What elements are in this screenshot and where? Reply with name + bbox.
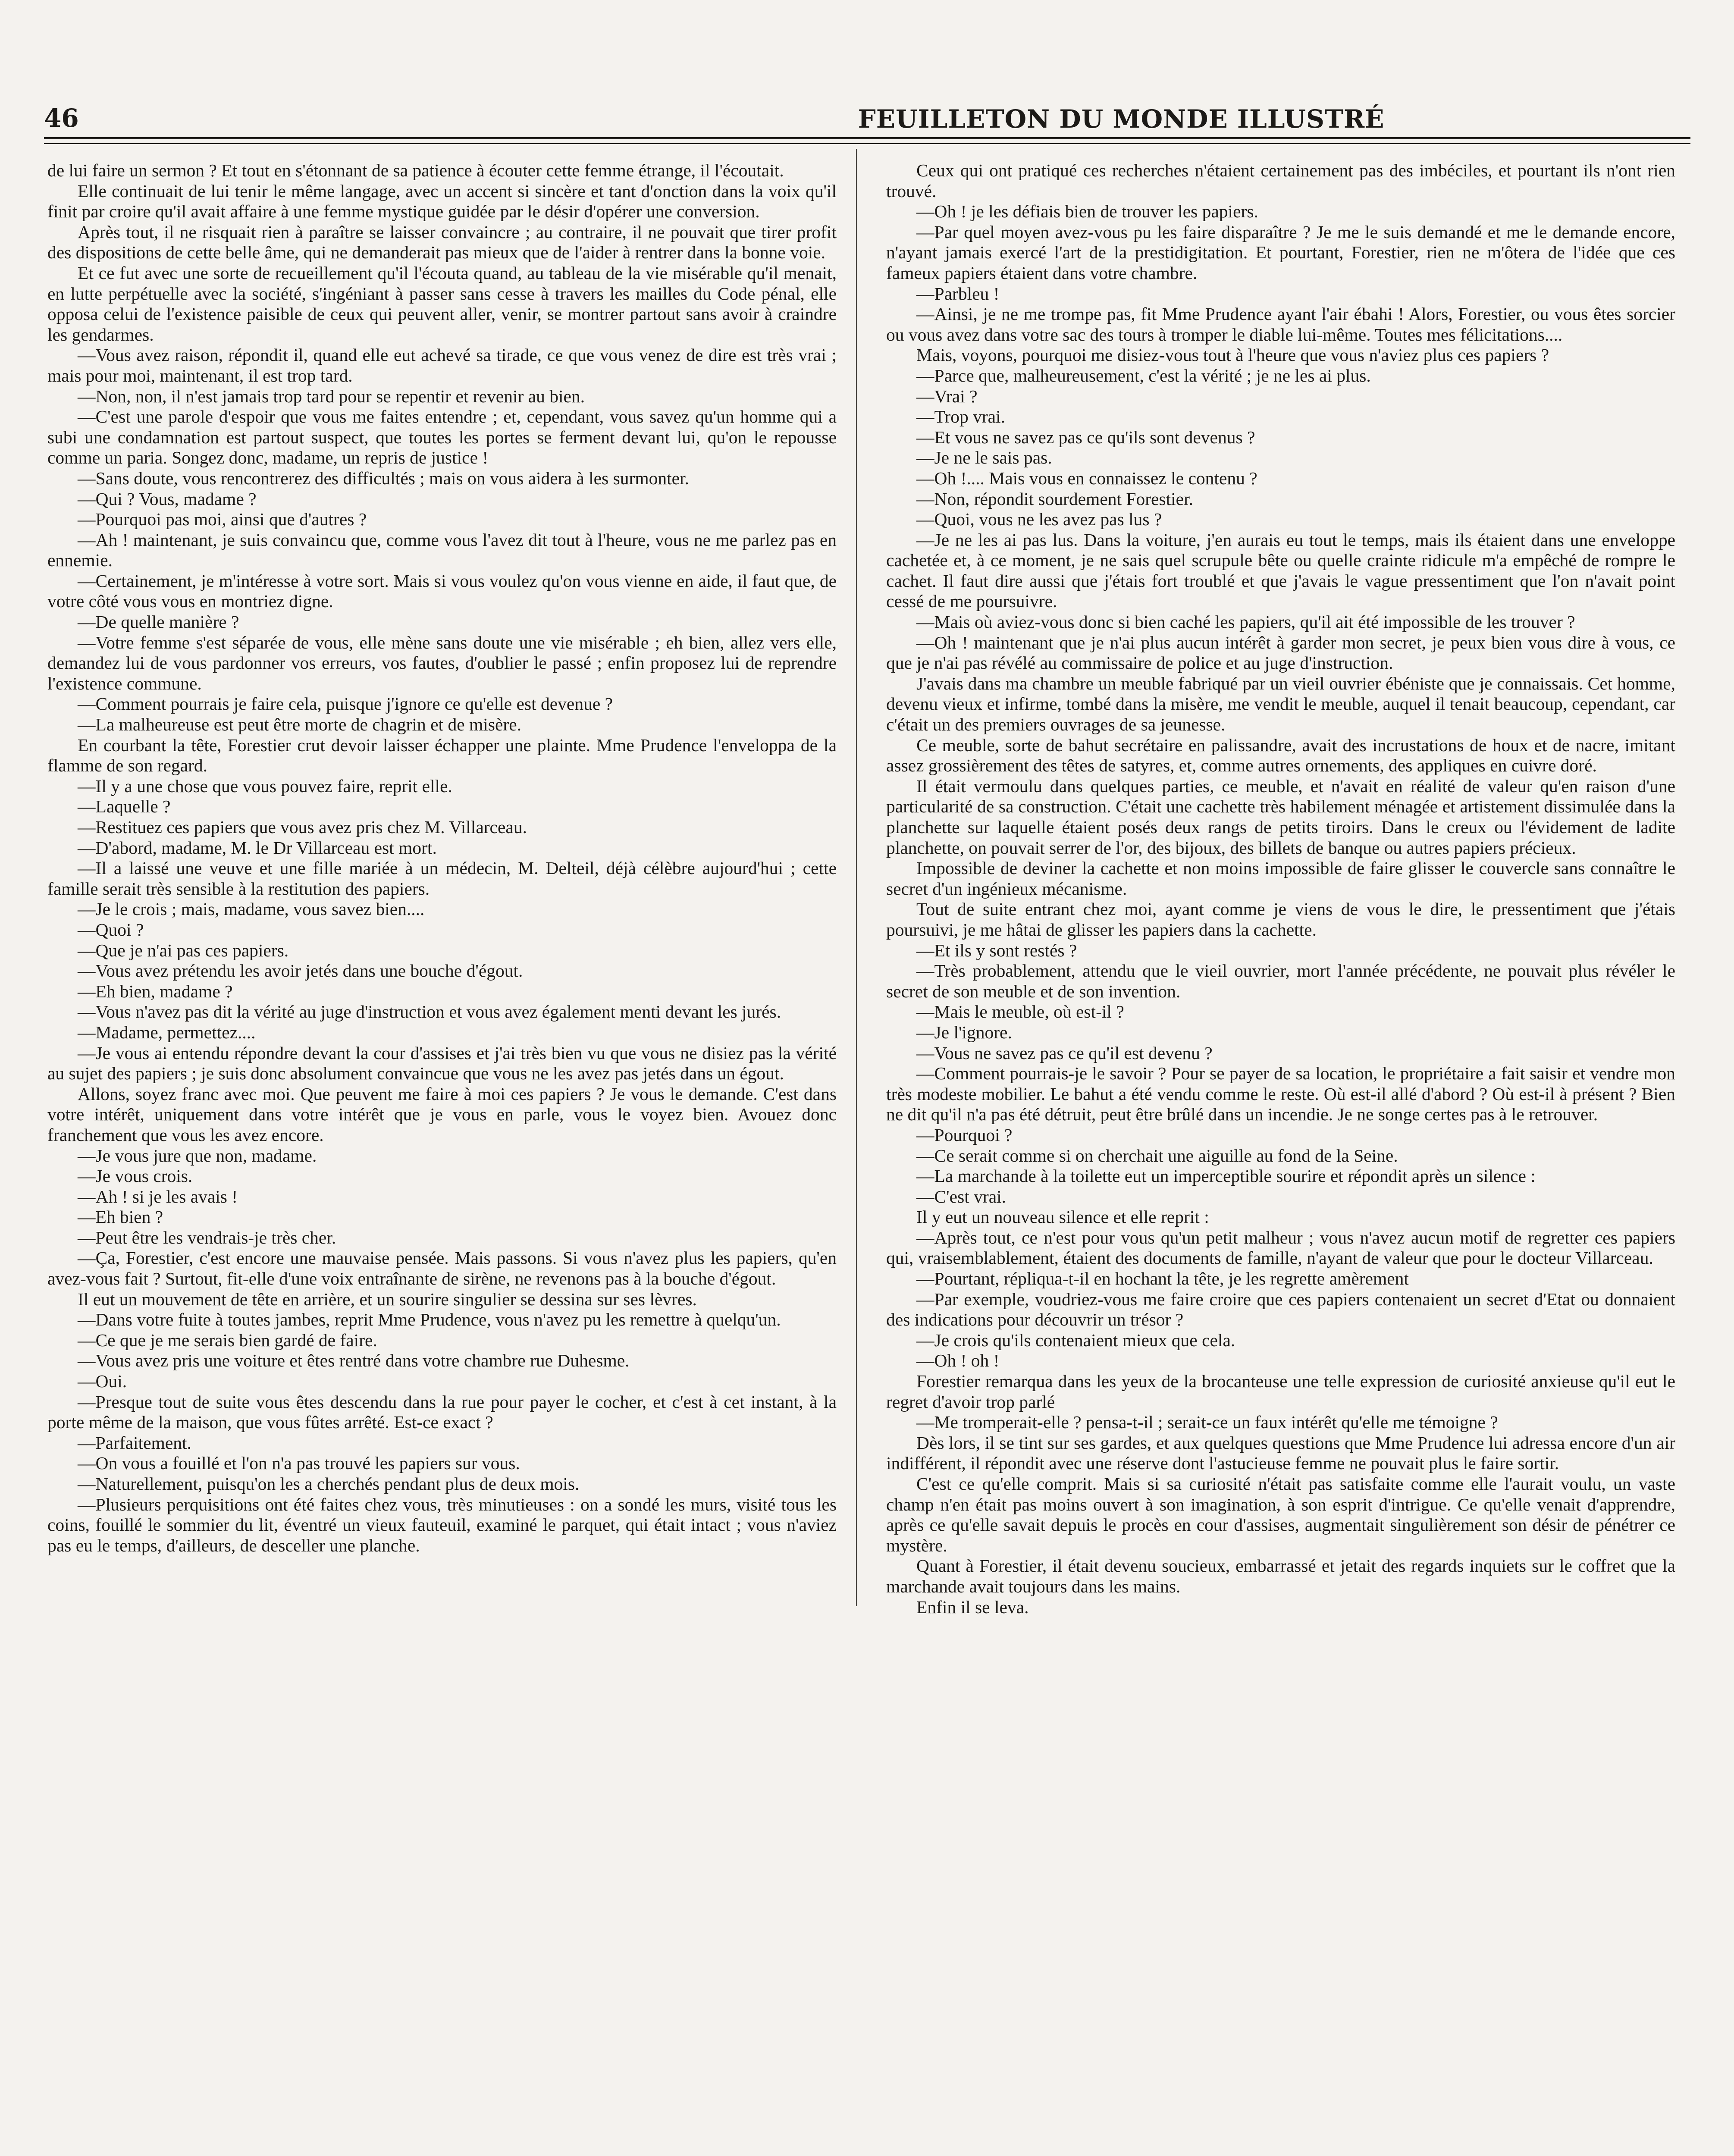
paragraph: —De quelle manière ? [78,612,239,632]
paragraph: —Ce serait comme si on cherchait une aiguille au fond de la Seine. [916,1145,1398,1166]
paragraph: —Plusieurs perquisitions ont été faites chez vous, très minutieuses : on a sondé les murs, visité tous les coins, fouillé le sommier du lit, éventré un vieux fauteuil, examiné le parquet, qui était intact ; vous n'aviez pas eu le temps, d'ailleurs, de desceller une planche. [47,1494,837,1555]
paragraph: —Oh ! maintenant que je n'ai plus aucun intérêt à garder mon secret, je peux bien vous dire à vous, ce que je n'ai pas révélé au commissaire de police et au juge d'instruction. [886,632,1675,673]
paragraph: —Je vous crois. [78,1166,193,1186]
paragraph: —Il a laissé une veuve et une fille mariée à un médecin, M. Delteil, déjà célèbre aujourd'hui ; cette famille serait très sensible à la restitution des papiers. [47,858,837,899]
header-rule-thin [44,143,1690,144]
paragraph: de lui faire un sermon ? Et tout en s'étonnant de sa patience à écouter cette femme étrange, il l'écoutait. [47,160,784,180]
paragraph: —Je ne les ai pas lus. Dans la voiture, j'en aurais eu tout le temps, mais ils étaient dans une enveloppe cachetée et, à ce moment, je ne sais quel scrupule bête ou quelle crainte ridicule m'a empêché de rompre le cachet. Il faut dire aussi que j'étais fort troublé et que j'avais le vague pressentiment que l'on n'avait point cessé de me poursuivre. [886,530,1675,611]
paragraph: Tout de suite entrant chez moi, ayant comme je viens de vous le dire, le pressentiment que j'étais poursuivi, je me hâtai de glisser les papiers dans la cachette. [886,899,1675,940]
paragraph: Mais, voyons, pourquoi me disiez-vous tout à l'heure que vous n'aviez plus ces papiers ? [916,345,1549,365]
paragraph: —Me tromperait-elle ? pensa-t-il ; serait-ce un faux intérêt qu'elle me témoigne ? [916,1412,1498,1432]
paragraph: Ce meuble, sorte de bahut secrétaire en palissandre, avait des incrustations de houx et de nacre, imitant assez grossièrement des têtes de satyres, et, comme autres ornements, des appliques en cuivre doré. [886,735,1675,776]
left-column [47,160,837,1556]
paragraph: —Eh bien, madame ? [78,981,233,1001]
paragraph: —Sans doute, vous rencontrerez des difficultés ; mais on vous aidera à les surmonter. [78,468,689,488]
paragraph: En courbant la tête, Forestier crut devoir laisser échapper une plainte. Mme Prudence l'enveloppa de la flamme de son regard. [47,735,837,776]
paragraph: —Oh ! oh ! [916,1351,1000,1371]
paragraph: —Laquelle ? [78,796,171,817]
paragraph: —Par exemple, voudriez-vous me faire croire que ces papiers contenaient un secret d'Etat ou donnaient des indications pour découvrir un trésor ? [886,1289,1675,1330]
paragraph: —Ce que je me serais bien gardé de faire. [78,1330,377,1350]
paragraph: —On vous a fouillé et l'on n'a pas trouvé les papiers sur vous. [78,1453,520,1473]
paragraph: Elle continuait de lui tenir le même langage, avec un accent si sincère et tant d'onction dans la voix qu'il finit par croire qu'il avait affaire à une femme mystique guidée par le désir d'opérer une conversion. [47,181,837,222]
paragraph: Forestier remarqua dans les yeux de la brocanteuse une telle expression de curiosité anxieuse qu'il eut le regret d'avoir trop parlé [886,1371,1675,1412]
paragraph: —Ainsi, je ne me trompe pas, fit Mme Prudence ayant l'air ébahi ! Alors, Forestier, ou vous êtes sorcier ou vous avez dans votre sac des tours à tromper le diable lui-même. Toutes mes félicitations.... [886,304,1675,345]
paragraph: Quant à Forestier, il était devenu soucieux, embarrassé et jetait des regards inquiets sur le coffret que la marchande avait toujours dans les mains. [886,1556,1675,1596]
paragraph: C'est ce qu'elle comprit. Mais si sa curiosité n'était pas satisfaite comme elle l'aurait voulu, un vaste champ n'en était pas moins ouvert à son imagination, à son esprit d'intrigue. Ce qu'elle venait d'apprendre, après ce qu'elle savait depuis le procès en cour d'assises, augmentait singulièrement son désir de pénétrer ce mystère. [886,1474,1675,1555]
paragraph: —Non, répondit sourdement Forestier. [916,489,1193,509]
paragraph: —Vous avez raison, répondit il, quand elle eut achevé sa tirade, ce que vous venez de dire est très vrai ; mais pour moi, maintenant, il est trop tard. [47,345,837,385]
page-number: 46 [44,103,79,133]
paragraph: —Naturellement, puisqu'on les a cherchés pendant plus de deux mois. [78,1474,580,1494]
paragraph: —Oui. [78,1371,127,1391]
paragraph: —Parce que, malheureusement, c'est la vérité ; je ne les ai plus. [916,365,1371,385]
paragraph: Ceux qui ont pratiqué ces recherches n'étaient certainement pas des imbéciles, et pourtant ils n'ont rien trouvé. [886,160,1675,201]
column-divider [856,149,857,1606]
paragraph: Allons, soyez franc avec moi. Que peuvent me faire à moi ces papiers ? Je vous le demande. C'est dans votre intérêt, uniquement dans votre intérêt que je vous en parle, vous le voyez bien. Avouez donc franchement que vous les avez encore. [47,1084,837,1145]
paragraph: —Vous ne savez pas ce qu'il est devenu ? [916,1043,1213,1063]
paragraph: —Presque tout de suite vous êtes descendu dans la rue pour payer le cocher, et c'est à cet instant, à la porte même de la maison, que vous fûtes arrêté. Est-ce exact ? [47,1391,837,1432]
paragraph: —Mais où aviez-vous donc si bien caché les papiers, qu'il ait été impossible de les trouver ? [916,612,1575,632]
paragraph: —Que je n'ai pas ces papiers. [78,940,289,960]
running-title: FEUILLETON DU MONDE ILLUSTRÉ [858,104,1385,134]
right-column [886,160,1675,1617]
paragraph: —Parfaitement. [78,1432,191,1453]
paragraph: —Parbleu ! [916,283,1000,304]
paragraph: Après tout, il ne risquait rien à paraître se laisser convaincre ; au contraire, il ne pouvait que tirer profit des dispositions de cette belle âme, qui ne demanderait pas mieux que de l'aider à rentrer dans la bonne voie. [47,222,837,263]
paragraph: —Par quel moyen avez-vous pu les faire disparaître ? Je me le suis demandé et me le demande encore, n'ayant jamais exercé l'art de la prestidigitation. Et pourtant, Forestier, rien ne m'ôtera de l'idée que ces fameux papiers étaient dans votre chambre. [886,222,1675,283]
paragraph: —Dans votre fuite à toutes jambes, reprit Mme Prudence, vous n'avez pu les remettre à quelqu'un. [78,1310,781,1330]
paragraph: —La marchande à la toilette eut un imperceptible sourire et répondit après un silence : [916,1166,1536,1186]
paragraph: —Quoi, vous ne les avez pas lus ? [916,509,1162,530]
paragraph: —La malheureuse est peut être morte de chagrin et de misère. [78,714,521,735]
paragraph: —Trop vrai. [916,407,1005,427]
paragraph: —Il y a une chose que vous pouvez faire, reprit elle. [78,776,452,796]
paragraph: —Votre femme s'est séparée de vous, elle mène sans doute une vie misérable ; eh bien, allez vers elle, demandez lui de vous pardonner vos erreurs, vos fautes, d'oublier le passé ; enfin proposez lui de reprendre l'existence commune. [47,632,837,693]
paragraph: —Je crois qu'ils contenaient mieux que cela. [916,1330,1235,1350]
paragraph: —Madame, permettez.... [78,1022,256,1042]
paragraph: —Oh ! je les défiais bien de trouver les papiers. [916,201,1258,222]
paragraph: —Certainement, je m'intéresse à votre sort. Mais si vous voulez qu'on vous vienne en aide, il faut que, de votre côté vous vous en montriez digne. [47,570,837,611]
paragraph: —Je le crois ; mais, madame, vous savez bien.... [78,899,425,919]
paragraph: —Je ne le sais pas. [916,448,1052,468]
paragraph: —Comment pourrais je faire cela, puisque j'ignore ce qu'elle est devenue ? [78,694,613,714]
paragraph: —Quoi ? [78,919,144,940]
paragraph: —C'est vrai. [916,1186,1007,1206]
paragraph: —C'est une parole d'espoir que vous me faites entendre ; et, cependant, vous savez qu'un homme qui a subi une condamnation est partout suspect, que toutes les portes se ferment devant lui, qu'on le repousse comme un paria. Songez donc, madame, un repris de justice ! [47,407,837,468]
paragraph: Impossible de deviner la cachette et non moins impossible de faire glisser le couvercle sans connaître le secret d'un ingénieux mécanisme. [886,858,1675,899]
paragraph: —Oh !.... Mais vous en connaissez le contenu ? [916,468,1257,488]
paragraph: —Pourquoi ? [916,1125,1013,1145]
paragraph: —Et ils y sont restés ? [916,940,1077,960]
paragraph: —Pourtant, répliqua-t-il en hochant la tête, je les regrette amèrement [916,1269,1409,1289]
paragraph: J'avais dans ma chambre un meuble fabriqué par un vieil ouvrier ébéniste que je connaissais. Cet homme, devenu vieux et infirme, tombé dans la misère, me vendit le meuble, auquel il tenait beaucoup, cependant, car c'était un des premiers ouvrages de sa jeunesse. [886,673,1675,735]
paragraph: Il eut un mouvement de tête en arrière, et un sourire singulier se dessina sur ses lèvres. [78,1289,697,1309]
paragraph: Et ce fut avec une sorte de recueillement qu'il l'écouta quand, au tableau de la vie misérable qu'il menait, en lutte perpétuelle avec la société, s'ingéniant à passer sans cesse à travers les mailles du Code pénal, elle opposa celui de l'existence paisible de ceux qui peuvent aller, venir, se montrer partout sans avoir à craindre les gendarmes. [47,263,837,345]
paragraph: Il y eut un nouveau silence et elle reprit : [916,1207,1209,1227]
paragraph: —Vous avez prétendu les avoir jetés dans une bouche d'égout. [78,961,523,981]
paragraph: —Vous n'avez pas dit la vérité au juge d'instruction et vous avez également menti devant les jurés. [78,1002,781,1022]
paragraph: —Vous avez pris une voiture et êtes rentré dans votre chambre rue Duhesme. [78,1351,630,1371]
paragraph: —Je vous ai entendu répondre devant la cour d'assises et j'ai très bien vu que vous ne disiez pas la vérité au sujet des papiers ; je suis donc absolument convaincue que vous ne les avez pas jetés dans un égout. [47,1043,837,1084]
paragraph: —Et vous ne savez pas ce qu'ils sont devenus ? [916,427,1255,447]
header-rule [44,137,1690,139]
paragraph: —Mais le meuble, où est-il ? [916,1002,1124,1022]
paragraph: Dès lors, il se tint sur ses gardes, et aux quelques questions que Mme Prudence lui adressa encore d'un air indifférent, il répondit avec une réserve dont l'astucieuse femme ne pouvait plus le faire sortir. [886,1432,1675,1473]
paragraph: —Peut être les vendrais-je très cher. [78,1227,336,1247]
paragraph: —Ah ! si je les avais ! [78,1186,238,1206]
paragraph: —Non, non, il n'est jamais trop tard pour se repentir et revenir au bien. [78,386,585,406]
paragraph: —Très probablement, attendu que le vieil ouvrier, mort l'année précédente, ne pouvait plus révéler le secret de son meuble et de son invention. [886,961,1675,1001]
paragraph: —Ça, Forestier, c'est encore une mauvaise pensée. Mais passons. Si vous n'avez plus les papiers, qu'en avez-vous fait ? Surtout, fit-elle d'une voix entraînante de sirène, ne revenons pas à la bouche d'égout. [47,1248,837,1289]
paragraph: Enfin il se leva. [916,1597,1029,1617]
paragraph: —Pourquoi pas moi, ainsi que d'autres ? [78,509,367,530]
paragraph: —Je l'ignore. [916,1022,1012,1042]
paragraph: —Vrai ? [916,386,978,406]
paragraph: —D'abord, madame, M. le Dr Villarceau est mort. [78,837,437,858]
paragraph: —Restituez ces papiers que vous avez pris chez M. Villarceau. [78,817,527,837]
paragraph: —Comment pourrais-je le savoir ? Pour se payer de sa location, le propriétaire a fait saisir et vendre mon très modeste mobilier. Le bahut a été vendu comme le reste. Où est-il allé d'abord ? Où est-il à présent ? Bien ne dit qu'il n'a pas été détruit, peut être brûlé dans un incendie. Je ne songe certes pas à le retrouver. [886,1063,1675,1125]
paragraph: —Eh bien ? [78,1207,163,1227]
paragraph: —Qui ? Vous, madame ? [78,489,257,509]
paragraph: —Après tout, ce n'est pour vous qu'un petit malheur ; vous n'avez aucun motif de regretter ces papiers qui, vraisemblablement, étaient des documents de famille, n'ayant de valeur que pour le docteur Villarceau. [886,1227,1675,1268]
paragraph: —Je vous jure que non, madame. [78,1145,317,1166]
paragraph: Il était vermoulu dans quelques parties, ce meuble, et n'avait en réalité de valeur qu'en raison d'une particularité de sa construction. C'était une cachette très habilement ménagée et artistement dissimulée dans la planchette sur laquelle étaient posés deux rangs de petits tiroirs. Dans le creux ou l'évidement de ladite planchette, on pouvait serrer de l'or, des bijoux, des billets de banque ou autres papiers précieux. [886,776,1675,858]
paragraph: —Ah ! maintenant, je suis convaincu que, comme vous l'avez dit tout à l'heure, vous ne me parlez pas en ennemie. [47,530,837,570]
